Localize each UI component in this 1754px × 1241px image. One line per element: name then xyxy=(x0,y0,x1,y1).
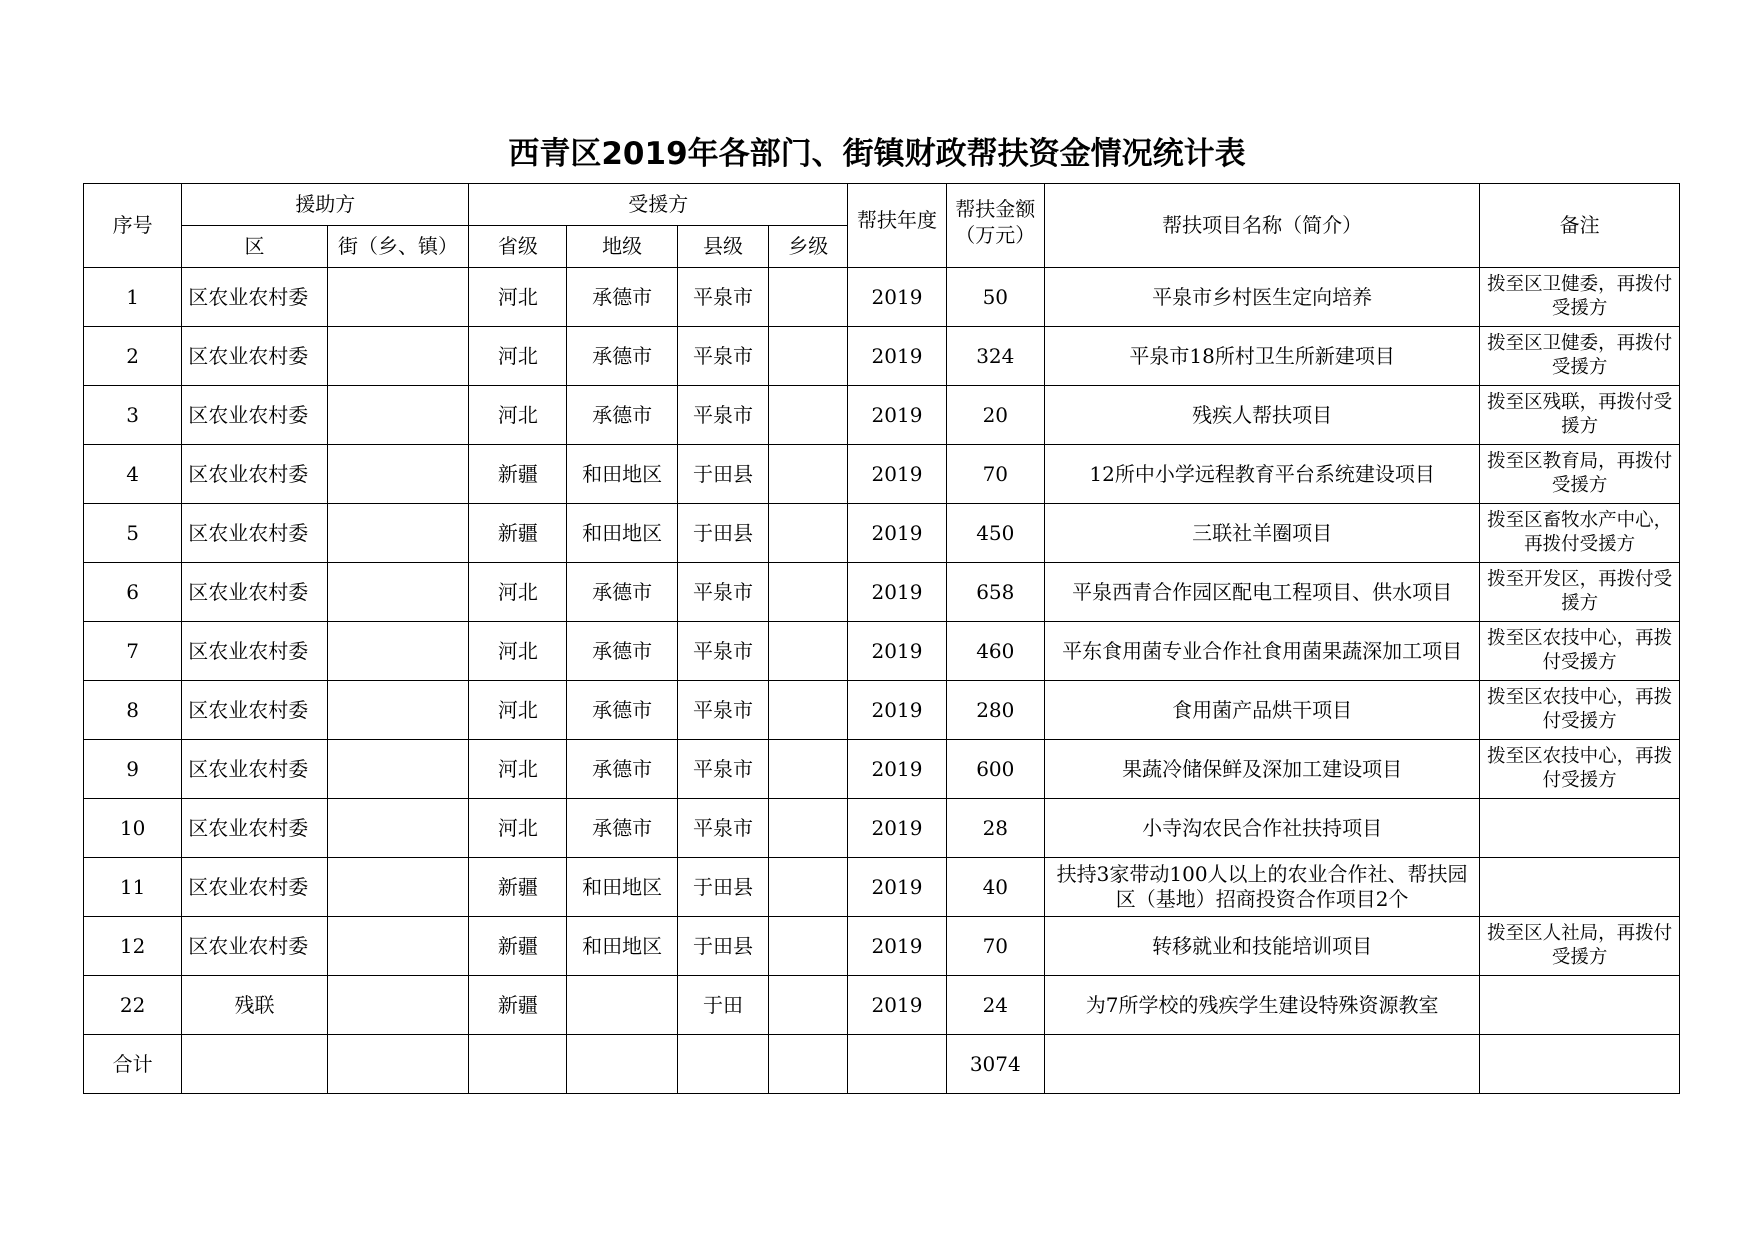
cell-project: 扶持3家带动100人以上的农业合作社、帮扶园区（基地）招商投资合作项目2个 xyxy=(1044,858,1479,917)
table-row xyxy=(84,681,1680,740)
cell-county: 平泉市 xyxy=(677,327,768,386)
cell-street xyxy=(327,504,468,563)
cell-prefecture: 承德市 xyxy=(567,622,677,681)
cell-prefecture: 和田地区 xyxy=(567,858,677,917)
table-row xyxy=(84,622,1680,681)
cell-year: 2019 xyxy=(848,740,946,799)
total-empty-cell xyxy=(1044,1035,1479,1094)
cell-amount: 28 xyxy=(946,799,1044,858)
cell-seq: 2 xyxy=(84,327,182,386)
cell-amount: 50 xyxy=(946,268,1044,327)
total-empty-cell xyxy=(567,1035,677,1094)
cell-year: 2019 xyxy=(848,268,946,327)
cell-street xyxy=(327,268,468,327)
cell-county: 于田县 xyxy=(677,504,768,563)
header-province: 省级 xyxy=(469,226,567,268)
cell-district: 残联 xyxy=(182,976,327,1035)
header-project: 帮扶项目名称（简介） xyxy=(1044,184,1479,268)
table-row xyxy=(84,799,1680,858)
cell-county: 平泉市 xyxy=(677,681,768,740)
cell-province: 新疆 xyxy=(469,917,567,976)
cell-seq: 3 xyxy=(84,386,182,445)
cell-province: 河北 xyxy=(469,799,567,858)
header-row-1 xyxy=(84,184,1680,226)
cell-note xyxy=(1480,976,1680,1035)
cell-district: 区农业农村委 xyxy=(182,858,327,917)
total-empty-cell xyxy=(677,1035,768,1094)
cell-project: 平泉西青合作园区配电工程项目、供水项目 xyxy=(1044,563,1479,622)
cell-province: 河北 xyxy=(469,563,567,622)
cell-district: 区农业农村委 xyxy=(182,563,327,622)
cell-seq: 5 xyxy=(84,504,182,563)
cell-province: 河北 xyxy=(469,268,567,327)
cell-project: 残疾人帮扶项目 xyxy=(1044,386,1479,445)
cell-county: 于田县 xyxy=(677,858,768,917)
cell-county: 平泉市 xyxy=(677,268,768,327)
header-street: 街（乡、镇） xyxy=(327,226,468,268)
cell-township xyxy=(769,504,848,563)
total-empty-cell xyxy=(1480,1035,1680,1094)
total-empty-cell xyxy=(848,1035,946,1094)
cell-county: 平泉市 xyxy=(677,386,768,445)
table-row xyxy=(84,976,1680,1035)
cell-seq: 7 xyxy=(84,622,182,681)
funding-table xyxy=(83,183,1680,1094)
table-row xyxy=(84,445,1680,504)
cell-county: 平泉市 xyxy=(677,799,768,858)
cell-note: 拨至开发区，再拨付受援方 xyxy=(1480,563,1680,622)
table-row xyxy=(84,858,1680,917)
cell-amount: 460 xyxy=(946,622,1044,681)
cell-district: 区农业农村委 xyxy=(182,917,327,976)
cell-year: 2019 xyxy=(848,445,946,504)
cell-seq: 10 xyxy=(84,799,182,858)
cell-year: 2019 xyxy=(848,917,946,976)
cell-project: 果蔬冷储保鲜及深加工建设项目 xyxy=(1044,740,1479,799)
cell-prefecture: 承德市 xyxy=(567,327,677,386)
total-empty-cell xyxy=(469,1035,567,1094)
cell-amount: 70 xyxy=(946,917,1044,976)
cell-township xyxy=(769,622,848,681)
cell-street xyxy=(327,799,468,858)
cell-street xyxy=(327,563,468,622)
cell-township xyxy=(769,740,848,799)
header-recipient-side: 受援方 xyxy=(469,184,848,226)
cell-province: 新疆 xyxy=(469,858,567,917)
table-row xyxy=(84,740,1680,799)
total-empty-cell xyxy=(769,1035,848,1094)
cell-district: 区农业农村委 xyxy=(182,740,327,799)
cell-note: 拨至区卫健委，再拨付受援方 xyxy=(1480,327,1680,386)
cell-year: 2019 xyxy=(848,386,946,445)
cell-district: 区农业农村委 xyxy=(182,799,327,858)
cell-amount: 658 xyxy=(946,563,1044,622)
cell-street xyxy=(327,740,468,799)
cell-seq: 8 xyxy=(84,681,182,740)
cell-province: 河北 xyxy=(469,681,567,740)
header-amount: 帮扶金额（万元） xyxy=(946,184,1044,268)
cell-note: 拨至区农技中心，再拨付受援方 xyxy=(1480,681,1680,740)
cell-county: 平泉市 xyxy=(677,622,768,681)
cell-street xyxy=(327,622,468,681)
cell-prefecture: 承德市 xyxy=(567,681,677,740)
table-row xyxy=(84,917,1680,976)
cell-county: 于田县 xyxy=(677,917,768,976)
cell-year: 2019 xyxy=(848,504,946,563)
cell-project: 食用菌产品烘干项目 xyxy=(1044,681,1479,740)
cell-seq: 11 xyxy=(84,858,182,917)
cell-district: 区农业农村委 xyxy=(182,327,327,386)
cell-district: 区农业农村委 xyxy=(182,504,327,563)
total-row xyxy=(84,1035,1680,1094)
cell-amount: 20 xyxy=(946,386,1044,445)
cell-township xyxy=(769,268,848,327)
total-label: 合计 xyxy=(84,1035,182,1094)
cell-province: 河北 xyxy=(469,740,567,799)
header-district: 区 xyxy=(182,226,327,268)
cell-district: 区农业农村委 xyxy=(182,681,327,740)
cell-project: 平东食用菌专业合作社食用菌果蔬深加工项目 xyxy=(1044,622,1479,681)
cell-note: 拨至区残联，再拨付受援方 xyxy=(1480,386,1680,445)
cell-note: 拨至区畜牧水产中心，再拨付受援方 xyxy=(1480,504,1680,563)
cell-township xyxy=(769,386,848,445)
cell-street xyxy=(327,681,468,740)
table-row xyxy=(84,268,1680,327)
cell-year: 2019 xyxy=(848,681,946,740)
cell-seq: 6 xyxy=(84,563,182,622)
cell-township xyxy=(769,327,848,386)
cell-province: 新疆 xyxy=(469,504,567,563)
cell-project: 为7所学校的残疾学生建设特殊资源教室 xyxy=(1044,976,1479,1035)
cell-township xyxy=(769,563,848,622)
cell-note xyxy=(1480,799,1680,858)
table-row xyxy=(84,327,1680,386)
cell-year: 2019 xyxy=(848,976,946,1035)
cell-amount: 280 xyxy=(946,681,1044,740)
cell-province: 河北 xyxy=(469,622,567,681)
cell-seq: 4 xyxy=(84,445,182,504)
header-year: 帮扶年度 xyxy=(848,184,946,268)
cell-seq: 12 xyxy=(84,917,182,976)
cell-prefecture xyxy=(567,976,677,1035)
cell-project: 12所中小学远程教育平台系统建设项目 xyxy=(1044,445,1479,504)
cell-note: 拨至区卫健委，再拨付受援方 xyxy=(1480,268,1680,327)
header-aid-side: 援助方 xyxy=(182,184,469,226)
cell-seq: 22 xyxy=(84,976,182,1035)
cell-note: 拨至区教育局，再拨付受援方 xyxy=(1480,445,1680,504)
header-township: 乡级 xyxy=(769,226,848,268)
cell-note: 拨至区人社局，再拨付受援方 xyxy=(1480,917,1680,976)
total-empty-cell xyxy=(327,1035,468,1094)
cell-district: 区农业农村委 xyxy=(182,386,327,445)
cell-province: 河北 xyxy=(469,386,567,445)
cell-prefecture: 和田地区 xyxy=(567,445,677,504)
cell-seq: 1 xyxy=(84,268,182,327)
cell-county: 平泉市 xyxy=(677,740,768,799)
cell-year: 2019 xyxy=(848,563,946,622)
cell-township xyxy=(769,858,848,917)
cell-street xyxy=(327,858,468,917)
cell-prefecture: 承德市 xyxy=(567,268,677,327)
cell-year: 2019 xyxy=(848,327,946,386)
cell-amount: 70 xyxy=(946,445,1044,504)
cell-district: 区农业农村委 xyxy=(182,445,327,504)
cell-province: 河北 xyxy=(469,327,567,386)
cell-year: 2019 xyxy=(848,799,946,858)
total-empty-cell xyxy=(182,1035,327,1094)
cell-project: 三联社羊圈项目 xyxy=(1044,504,1479,563)
cell-township xyxy=(769,445,848,504)
cell-prefecture: 和田地区 xyxy=(567,504,677,563)
cell-street xyxy=(327,327,468,386)
header-note: 备注 xyxy=(1480,184,1680,268)
cell-street xyxy=(327,917,468,976)
cell-district: 区农业农村委 xyxy=(182,622,327,681)
cell-township xyxy=(769,917,848,976)
cell-amount: 24 xyxy=(946,976,1044,1035)
cell-district: 区农业农村委 xyxy=(182,268,327,327)
cell-project: 平泉市18所村卫生所新建项目 xyxy=(1044,327,1479,386)
cell-county: 平泉市 xyxy=(677,563,768,622)
cell-township xyxy=(769,681,848,740)
cell-amount: 324 xyxy=(946,327,1044,386)
cell-county: 于田县 xyxy=(677,445,768,504)
cell-street xyxy=(327,386,468,445)
cell-county: 于田 xyxy=(677,976,768,1035)
cell-note xyxy=(1480,858,1680,917)
cell-note: 拨至区农技中心，再拨付受援方 xyxy=(1480,622,1680,681)
cell-street xyxy=(327,976,468,1035)
cell-amount: 450 xyxy=(946,504,1044,563)
cell-province: 新疆 xyxy=(469,445,567,504)
table-row xyxy=(84,504,1680,563)
cell-amount: 40 xyxy=(946,858,1044,917)
cell-prefecture: 承德市 xyxy=(567,563,677,622)
cell-year: 2019 xyxy=(848,858,946,917)
cell-seq: 9 xyxy=(84,740,182,799)
cell-township xyxy=(769,976,848,1035)
cell-amount: 600 xyxy=(946,740,1044,799)
table-row xyxy=(84,386,1680,445)
cell-township xyxy=(769,799,848,858)
total-amount: 3074 xyxy=(946,1035,1044,1094)
cell-project: 平泉市乡村医生定向培养 xyxy=(1044,268,1479,327)
header-prefecture: 地级 xyxy=(567,226,677,268)
cell-prefecture: 承德市 xyxy=(567,740,677,799)
header-county: 县级 xyxy=(677,226,768,268)
table-row xyxy=(84,563,1680,622)
cell-project: 小寺沟农民合作社扶持项目 xyxy=(1044,799,1479,858)
cell-project: 转移就业和技能培训项目 xyxy=(1044,917,1479,976)
cell-prefecture: 承德市 xyxy=(567,386,677,445)
cell-note: 拨至区农技中心，再拨付受援方 xyxy=(1480,740,1680,799)
cell-province: 新疆 xyxy=(469,976,567,1035)
cell-street xyxy=(327,445,468,504)
cell-year: 2019 xyxy=(848,622,946,681)
page-title: 西青区2019年各部门、街镇财政帮扶资金情况统计表 xyxy=(508,136,1246,172)
cell-prefecture: 和田地区 xyxy=(567,917,677,976)
cell-prefecture: 承德市 xyxy=(567,799,677,858)
header-seq: 序号 xyxy=(84,184,182,268)
